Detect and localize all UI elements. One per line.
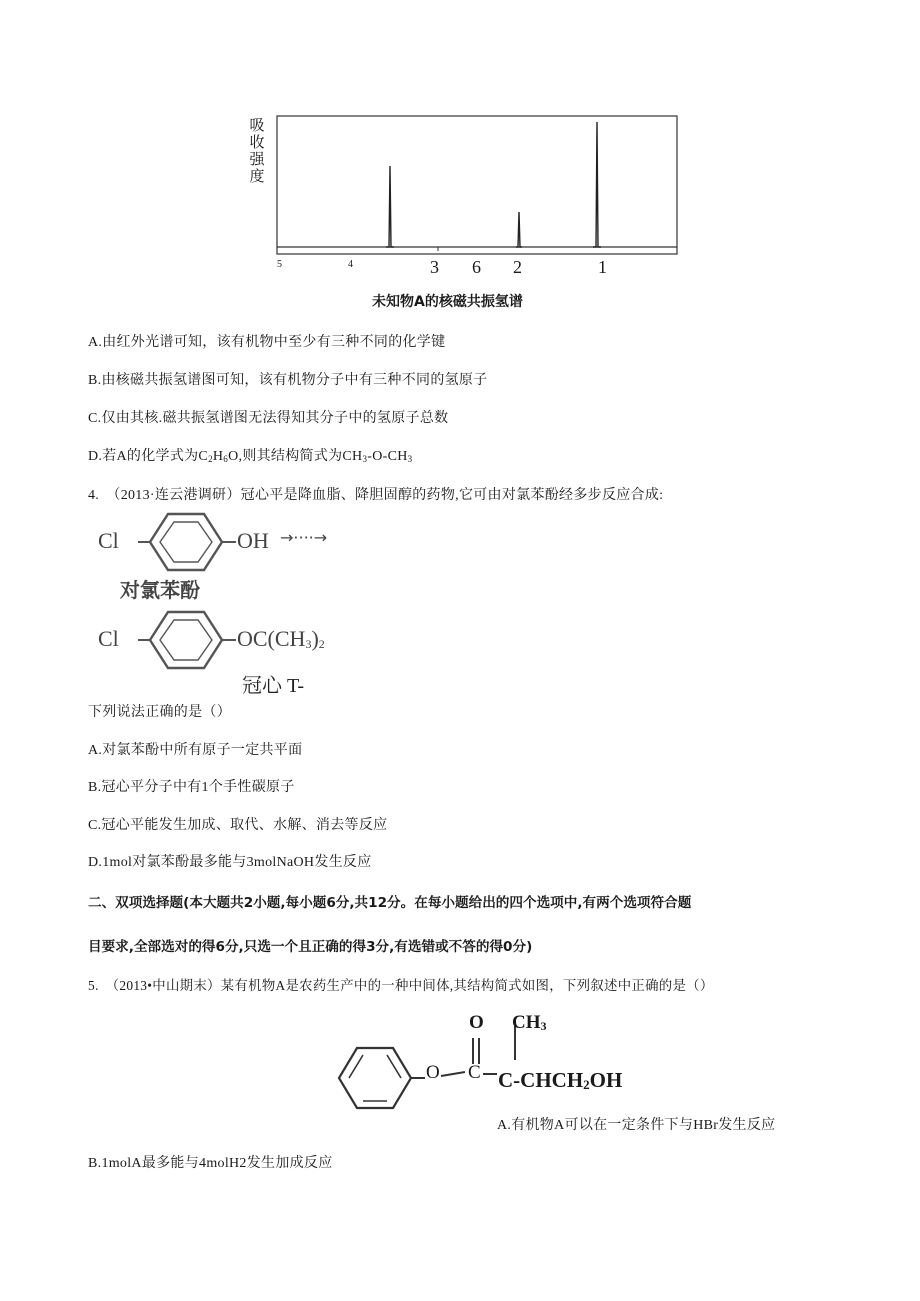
reaction-arrow: →····→ <box>280 528 328 547</box>
benzene-ring <box>138 608 238 674</box>
q4-option-c: C.冠心平能发生加成、取代、水解、消去等反应 <box>88 818 388 833</box>
subscript: 6 <box>223 454 229 464</box>
subscript: 2 <box>583 1077 590 1092</box>
q5-option-b: B.1molA最多能与4molH2发生加成反应 <box>88 1156 333 1171</box>
text-run: OH <box>589 1068 623 1092</box>
x-tick-label: 6 <box>472 257 481 277</box>
nmr-peak-2 <box>516 212 522 247</box>
nmr-peak-1 <box>386 166 394 247</box>
subscript: 3 <box>540 1019 547 1033</box>
ether-group-label <box>237 626 325 652</box>
x-tick-label: 4 <box>348 259 353 270</box>
text-run: ) <box>311 626 319 651</box>
q4-prompt: 下列说法正确的是（） <box>88 705 231 720</box>
oh-label: OH <box>237 528 269 553</box>
text-run: C-CH <box>498 1068 552 1092</box>
methyl-label <box>512 1012 547 1034</box>
q4-stem: 4. （2013·连云港调研）冠心平是降血脂、降胆固醇的药物,它可由对氯苯酚经多步反应合成: <box>88 488 664 503</box>
subscript: 3 <box>362 454 368 464</box>
text-run: OC(CH <box>237 626 306 651</box>
subscript: 2 <box>208 454 213 464</box>
q4-option-d: D.1mol对氯苯酚最多能与3molNaOH发生反应 <box>88 855 372 870</box>
text-run: O,则其结构简式为CH <box>228 449 363 464</box>
text-run: CH <box>512 1012 541 1033</box>
x-tick-label: 5 <box>277 259 282 270</box>
q3-option-d <box>88 445 412 465</box>
ylabel-char: 吸 <box>249 118 265 134</box>
q3-option-b: B.由核磁共振氢谱图可知，该有机物分子中有三种不同的氢原子 <box>88 373 488 388</box>
section-2-header-line2: 目要求,全部选对的得6分,只选一个且正确的得3分,有选错或不答的得0分) <box>88 939 533 955</box>
section-2-header-line1: 二、双项选择题(本大题共2小题,每小题6分,共12分。在每小题给出的四个选项中,有两个选项符合题 <box>88 895 692 911</box>
plot-frame <box>277 116 677 254</box>
subscript: 2 <box>318 637 325 651</box>
subscript: 3 <box>305 637 312 651</box>
nmr-peak-3 <box>593 122 601 247</box>
ylabel-char: 度 <box>249 169 265 185</box>
cl-label: Cl <box>98 528 119 553</box>
nmr-ylabel <box>248 118 266 186</box>
carbonyl-oxygen-label: O <box>469 1012 484 1033</box>
ylabel-char: 收 <box>249 135 265 151</box>
cl-label: Cl <box>98 626 119 651</box>
nmr-caption: 未知物A的核磁共振氢谱 <box>372 294 523 310</box>
side-chain-label <box>498 1068 622 1093</box>
molecule-name: 冠心 T- <box>242 675 305 697</box>
text-run: -O-CH <box>367 449 408 464</box>
nmr-plot <box>270 110 690 260</box>
carbonyl-carbon-label: C <box>468 1062 481 1083</box>
subscript: 3 <box>407 454 413 464</box>
text-run: H <box>212 449 224 464</box>
q5-option-a: A.有机物A可以在一定条件下与HBr发生反应 <box>497 1118 776 1133</box>
q4-option-b: B.冠心平分子中有1个手性碳原子 <box>88 780 295 795</box>
q4-option-a: A.对氯苯酚中所有原子一定共平面 <box>88 743 303 758</box>
ylabel-char: 强 <box>249 152 265 168</box>
benzene-ring <box>138 510 238 576</box>
q5-stem: 5. （2013•中山期末）某有机物A是农药生产中的一种中间体,其结构简式如图，下列叙述中正确的是（） <box>88 978 714 993</box>
text-run: CH <box>551 1068 584 1092</box>
q3-option-a: A.由红外光谱可知，该有机物中至少有三种不同的化学键 <box>88 335 446 350</box>
x-tick-label: 1 <box>598 257 607 277</box>
ester-oxygen-label: O <box>426 1062 440 1083</box>
text-run: D.若A的化学式为C <box>88 449 209 464</box>
molecule-name: 对氯苯酚 <box>120 578 200 602</box>
x-tick-label: 2 <box>513 257 522 277</box>
x-tick-label: 3 <box>430 257 439 277</box>
q3-option-c: C.仅由其核.磁共振氢谱图无法得知其分子中的氢原子总数 <box>88 411 449 426</box>
